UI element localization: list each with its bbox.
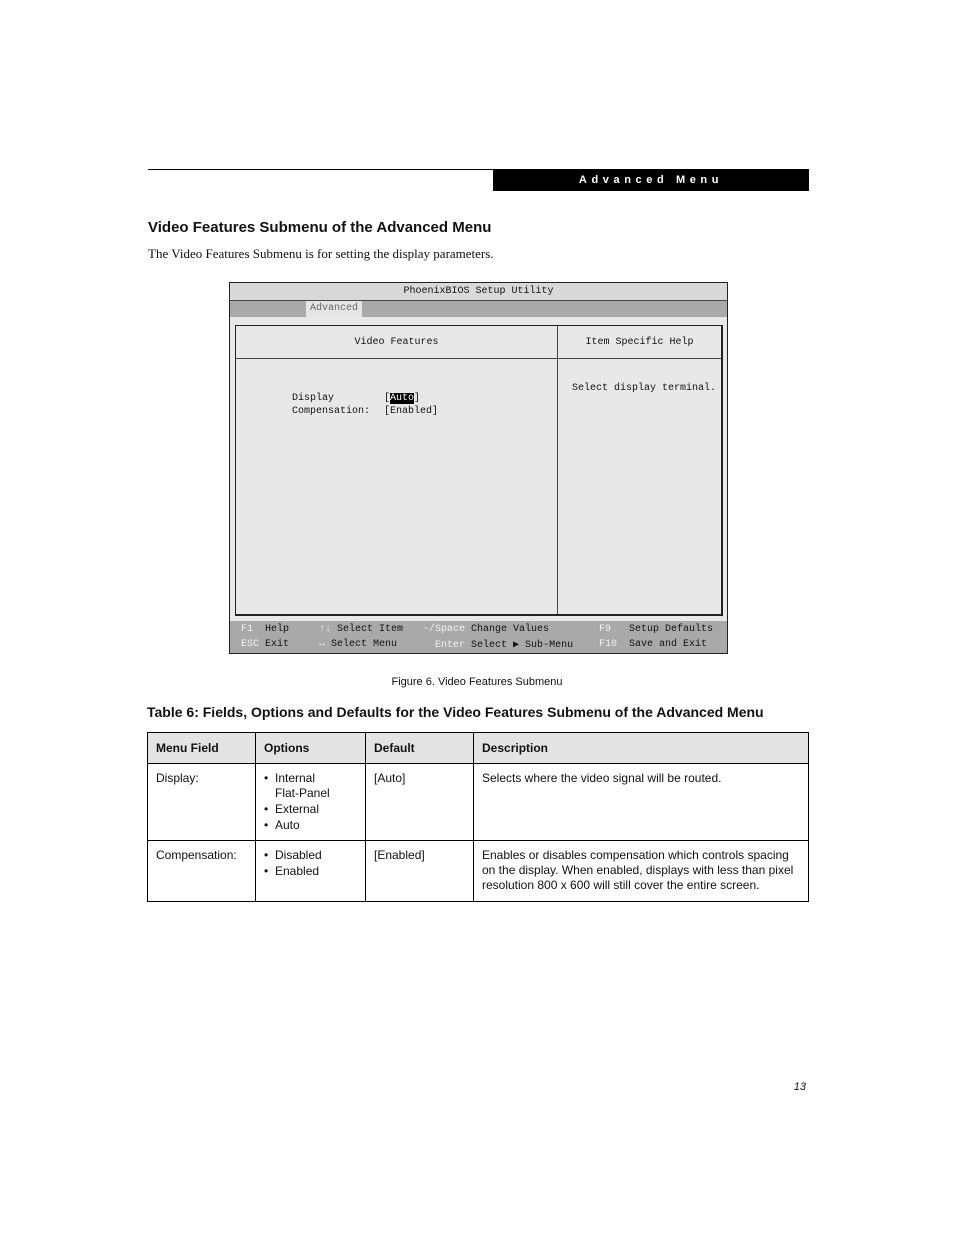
field-display-value[interactable]: Auto: [390, 393, 415, 404]
cell-default: [Enabled]: [366, 841, 474, 902]
cell-description: Enables or disables compensation which controls spacing on the display. When enabled, displays with less than pixel resolution 800 x 600 will still cover the entire screen.: [474, 841, 809, 902]
bios-footer: [230, 621, 727, 653]
options-table: [147, 732, 809, 902]
footer-key-change-values: -/Space Change Values: [423, 624, 550, 635]
option-item: • Enabled: [264, 864, 357, 879]
bios-screenshot: [229, 282, 728, 654]
table-row: [148, 841, 809, 902]
footer-key-setup-defaults: F9 Setup Defaults: [599, 624, 714, 635]
field-compensation[interactable]: [256, 395, 438, 428]
option-item: • Disabled: [264, 848, 357, 863]
header-default: Default: [366, 733, 474, 764]
right-panel-title: Item Specific Help: [585, 337, 694, 348]
header-options: Options: [256, 733, 366, 764]
cell-default: [Auto]: [366, 764, 474, 841]
table-title: Table 6: Fields, Options and Defaults for the Video Features Submenu of the Advanced Menu: [147, 704, 764, 720]
footer-key-select-menu: ↔ Select Menu: [319, 639, 398, 650]
help-text: Select display terminal.: [572, 383, 717, 394]
section-title: Video Features Submenu of the Advanced Menu: [148, 219, 492, 236]
header-menu-field: Menu Field: [148, 733, 256, 764]
footer-key-select-item: ↑↓ Select Item: [319, 624, 404, 635]
field-display-label: Display: [292, 393, 335, 404]
field-display-bracket-close: ]: [414, 393, 421, 404]
table-row: [148, 764, 809, 841]
footer-key-save-exit: F10 Save and Exit: [599, 639, 708, 650]
bios-title: PhoenixBIOS Setup Utility: [230, 283, 727, 301]
figure-caption: Figure 6. Video Features Submenu: [391, 676, 563, 688]
table-header-row: [148, 733, 809, 764]
option-item: • External: [264, 802, 357, 817]
cell-options: [256, 764, 366, 841]
intro-text: The Video Features Submenu is for setting the display parameters.: [148, 246, 494, 261]
left-panel-title: Video Features: [354, 337, 439, 348]
option-item: • Auto: [264, 818, 357, 833]
cell-description: Selects where the video signal will be routed.: [474, 764, 809, 841]
cell-field: Compensation:: [148, 841, 256, 902]
header-description: Description: [474, 733, 809, 764]
bios-tab-advanced[interactable]: Advanced: [306, 301, 362, 317]
field-display-bracket-open: [: [384, 393, 391, 404]
footer-key-submenu: Enter Select ▶ Sub-Menu: [435, 640, 574, 651]
bios-main-frame: [235, 325, 723, 616]
header-rule: [148, 169, 493, 170]
cell-field: Display:: [148, 764, 256, 841]
field-compensation-value[interactable]: [Enabled]: [384, 406, 439, 417]
bios-menu-bar: [230, 301, 727, 317]
field-compensation-label: Compensation:: [292, 406, 371, 417]
footer-key-help: F1 Help: [241, 624, 290, 635]
panel-header-rule: [236, 358, 721, 359]
options-list: [264, 771, 357, 833]
panel-divider: [557, 326, 558, 614]
options-list: [264, 848, 357, 879]
footer-key-exit: ESC Exit: [241, 639, 290, 650]
page-number: 13: [793, 1081, 806, 1093]
section-header-bar: [493, 169, 809, 191]
option-item: • Internal Flat-Panel: [264, 771, 357, 801]
section-header-label: Advanced Menu: [578, 174, 724, 186]
cell-options: [256, 841, 366, 902]
